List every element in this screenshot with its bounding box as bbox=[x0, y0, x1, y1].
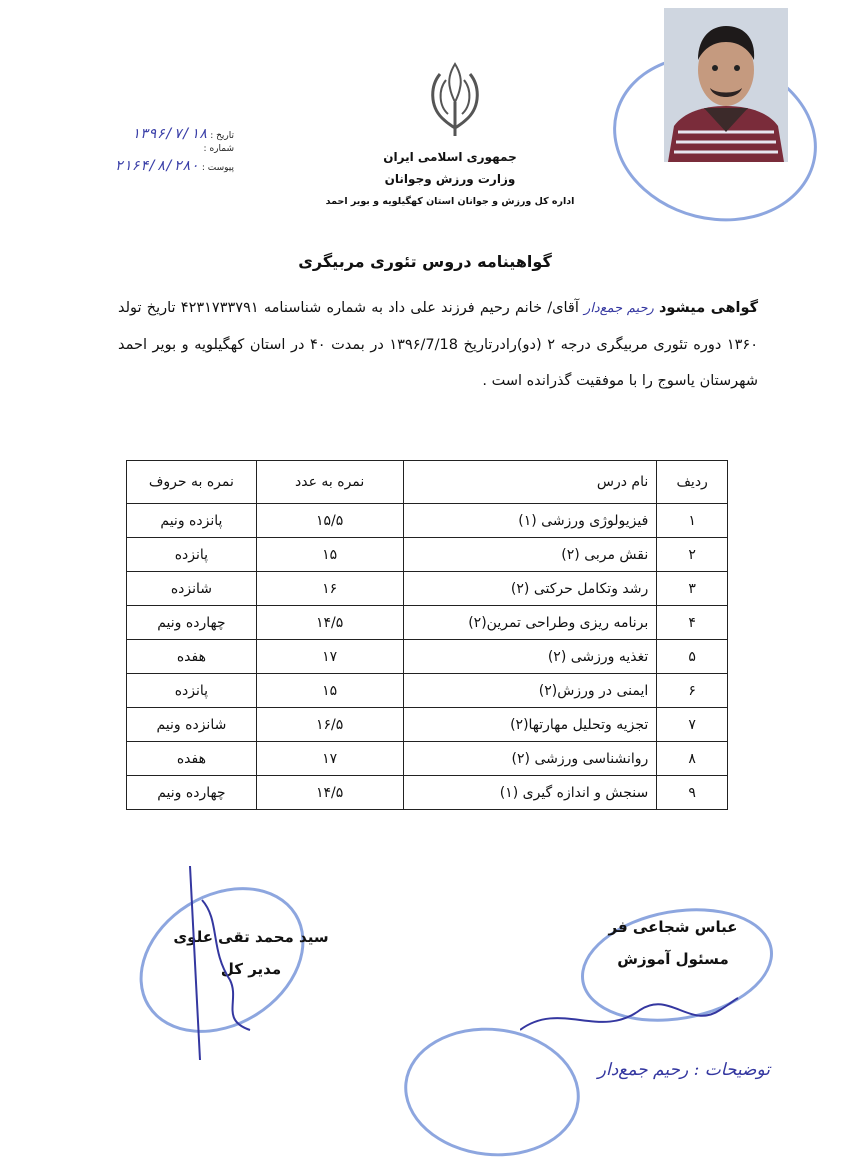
number-label: شماره : bbox=[203, 144, 234, 154]
score-words: شانزده bbox=[127, 572, 257, 606]
header-course-name: نام درس bbox=[403, 461, 657, 504]
score-words: پانزده ونیم bbox=[127, 504, 257, 538]
handwritten-name: رحیم جمع‌دار bbox=[584, 301, 654, 316]
score-number: ۱۵ bbox=[256, 538, 403, 572]
attachment-label: پیوست : bbox=[201, 163, 234, 173]
score-number: ۱۷ bbox=[256, 742, 403, 776]
education-officer-role: مسئول آموزش bbox=[617, 950, 729, 968]
row-number: ۳ bbox=[657, 572, 728, 606]
director-name: سید محمد تقی علوی bbox=[173, 928, 329, 946]
course-name: تغذیه ورزشی (۲) bbox=[403, 640, 657, 674]
course-name: سنجش و اندازه گیری (۱) bbox=[403, 776, 657, 810]
score-number: ۱۵ bbox=[256, 674, 403, 708]
table-row bbox=[127, 606, 728, 640]
score-number: ۱۷ bbox=[256, 640, 403, 674]
score-words: چهارده ونیم bbox=[127, 606, 257, 640]
iran-emblem-icon bbox=[420, 58, 490, 138]
score-number: ۱۴/۵ bbox=[256, 776, 403, 810]
handwritten-notes: توضیحات : رحیم جمع‌دار bbox=[597, 1060, 770, 1080]
score-words: هفده bbox=[127, 640, 257, 674]
row-number: ۸ bbox=[657, 742, 728, 776]
course-name: روانشناسی ورزشی (۲) bbox=[403, 742, 657, 776]
row-number: ۲ bbox=[657, 538, 728, 572]
score-words: هفده bbox=[127, 742, 257, 776]
course-name: تجزیه وتحلیل مهارتها(۲) bbox=[403, 708, 657, 742]
table-header-row bbox=[127, 461, 728, 504]
date-row bbox=[131, 126, 234, 142]
table-row bbox=[127, 776, 728, 810]
education-officer-name: عباس شجاعی فر bbox=[608, 918, 738, 936]
header-score-words: نمره به حروف bbox=[127, 461, 257, 504]
row-number: ۶ bbox=[657, 674, 728, 708]
course-name: نقش مربی (۲) bbox=[403, 538, 657, 572]
date-label: تاریخ : bbox=[210, 131, 234, 141]
table-row bbox=[127, 572, 728, 606]
header-row-number: ردیف bbox=[657, 461, 728, 504]
score-words: پانزده bbox=[127, 538, 257, 572]
director-role: مدیر کل bbox=[220, 960, 282, 978]
row-number: ۱ bbox=[657, 504, 728, 538]
certificate-text: آقای/ خانم رحیم فرزند علی داد به شماره شناسنامه ۴۲۳۱۷۳۳۷۹۱ تاریخ تولد ۱۳۶۰ دوره تئوری مربیگری درجه ۲ (دو)رادرتاریخ ۱۳۹۶/7/18 در بمدت ۴۰ در استان کهگیلویه و بویر احمد شهرستان یاسوج را با موفقیت گذرانده است . bbox=[118, 300, 758, 389]
reference-block bbox=[84, 124, 234, 174]
score-words: چهارده ونیم bbox=[127, 776, 257, 810]
education-signature-scribble bbox=[520, 990, 740, 1050]
education-signature-block bbox=[588, 918, 758, 982]
certificate-body bbox=[118, 290, 758, 399]
table-row bbox=[127, 504, 728, 538]
course-name: ایمنی در ورزش(۲) bbox=[403, 674, 657, 708]
header-score-number: نمره به عدد bbox=[256, 461, 403, 504]
attachment-value: ۲۱۶۴/۸/۲۸۰ bbox=[114, 158, 199, 174]
row-number: ۴ bbox=[657, 606, 728, 640]
certificate-lead: گواهی میشود bbox=[658, 300, 759, 316]
score-number: ۱۴/۵ bbox=[256, 606, 403, 640]
course-name: فیزیولوژی ورزشی (۱) bbox=[403, 504, 657, 538]
header-department: اداره کل ورزش و جوانان استان کهگیلویه و بویر احمد bbox=[325, 196, 575, 207]
score-number: ۱۶/۵ bbox=[256, 708, 403, 742]
row-number: ۹ bbox=[657, 776, 728, 810]
score-number: ۱۶ bbox=[256, 572, 403, 606]
score-words: شانزده ونیم bbox=[127, 708, 257, 742]
table-row bbox=[127, 708, 728, 742]
score-number: ۱۵/۵ bbox=[256, 504, 403, 538]
table-row bbox=[127, 640, 728, 674]
certificate-title: گواهینامه دروس تئوری مربیگری bbox=[298, 252, 552, 271]
row-number: ۵ bbox=[657, 640, 728, 674]
table-row bbox=[127, 742, 728, 776]
header-country: جمهوری اسلامی ایران bbox=[383, 150, 517, 164]
header-ministry: وزارت ورزش وجوانان bbox=[384, 172, 516, 186]
row-number: ۷ bbox=[657, 708, 728, 742]
table-row bbox=[127, 674, 728, 708]
attachment-row bbox=[115, 158, 234, 174]
director-signature-scribble bbox=[180, 860, 300, 1060]
date-value: ۱۳۹۶/۷/۱۸ bbox=[131, 126, 208, 142]
course-name: برنامه ریزی وطراحی تمرین(۲) bbox=[403, 606, 657, 640]
grades-table bbox=[126, 460, 728, 810]
applicant-photo bbox=[664, 8, 788, 162]
score-words: پانزده bbox=[127, 674, 257, 708]
table-row bbox=[127, 538, 728, 572]
number-row bbox=[204, 144, 234, 154]
course-name: رشد وتکامل حرکتی (۲) bbox=[403, 572, 657, 606]
